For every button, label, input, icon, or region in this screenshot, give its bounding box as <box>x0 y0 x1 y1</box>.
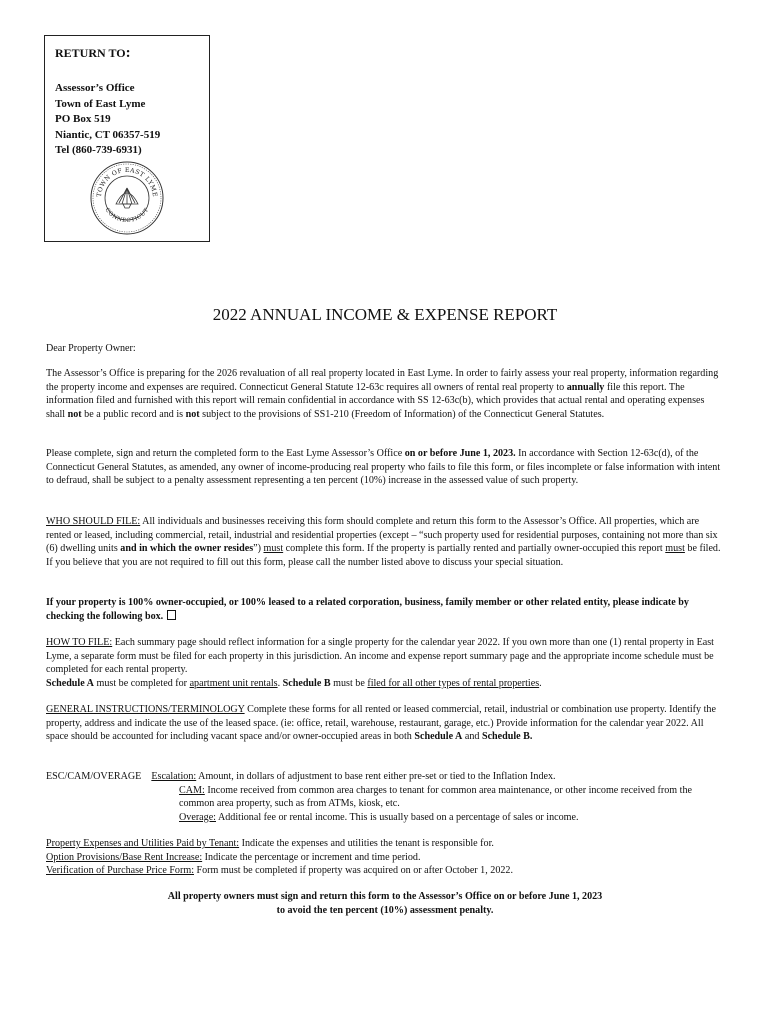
general-instructions-heading: GENERAL INSTRUCTIONS/TERMINOLOGY <box>46 704 245 715</box>
owner-occupied-checkbox[interactable] <box>167 610 176 620</box>
seal-bottom-text: CONNECTICUT <box>103 207 151 225</box>
who-should-file-heading: WHO SHOULD FILE: <box>46 516 141 527</box>
overage-label: Overage: <box>179 811 216 823</box>
how-to-file-paragraph: HOW TO FILE: Each summary page should reflect information for a single property for the calendar year 2022. If you own more than one (1) rental property in East Lyme, a separate form must be filed for each property in this jurisdiction. An income and expense report summary page and the appropriate income schedule must be completed for each rental property. Schedule A must be completed for apartment unit rentals. Schedule B must be filed for all other types of rental properties. <box>46 637 714 689</box>
salutation: Dear Property Owner: <box>46 343 136 354</box>
address-line: PO Box 519 <box>55 113 111 125</box>
deadline-paragraph: Please complete, sign and return the completed form to the East Lyme Assessor’s Office on or before June 1, 2023. In accordance with Section 12-63c(d), of the Connecticut General Statutes, as amended, any owner of income-producing real property who fails to file this form, or files incomplete or false information with intent to defraud, shall be subject to a penalty assessment representing a ten percent (10%) increase in the assessed value of such property. <box>46 448 721 487</box>
definition-row: Property Expenses and Utilities Paid by Tenant: Indicate the expenses and utilities the tenant is responsible for. <box>46 838 494 849</box>
return-address-box <box>44 35 210 242</box>
shell-emblem <box>116 188 138 208</box>
escalation-label: Escalation: <box>151 771 197 782</box>
return-to-label: RETURN TO: <box>55 45 131 61</box>
general-instructions-paragraph: GENERAL INSTRUCTIONS/TERMINOLOGY Complete these forms for all rented or leased commercial, retail, industrial or combination use property. Identify the property, address and indicate the use of the leased space. (ie: office, retail, warehouse, restaurant, garage, etc.) Provide information for the calendar year 2022. All space should be accounted for including vacant space and/or owner-occupied areas in both Schedule A and Schedule B. <box>46 704 716 743</box>
definition-row: Option Provisions/Base Rent Increase: Indicate the percentage or increment and time period. <box>46 851 421 863</box>
who-should-file-paragraph: WHO SHOULD FILE: All individuals and businesses receiving this form should complete and return this form to the Assessor’s Office. All properties, which are rented or leased, including commercial, retail, industrial and residential properties (except – “such property used for residential purposes, containing not more than six (6) dwelling units and in which the owner resides”) must complete this form. If the property is partially rented and partially owner-occupied this report must be filed. If you believe that you are not required to fill out this form, please call the number listed above to discuss your special situation. <box>46 516 721 568</box>
address-line: Assessor’s Office <box>55 82 135 94</box>
definitions-block <box>46 837 724 878</box>
terminology-block: ESC/CAM/OVERAGE Escalation: Amount, in dollars of adjustment to base rent either pre-set or tied to the Inflation Index. CAM: Income received from common area charges to tenant for common area maintenance, or other income received from the common area property, such as from ATMs, kiosk, etc. Overage: Additional fee or rental income. This is usually based on a percentage of sales or income. <box>46 771 692 823</box>
page-title: 2022 ANNUAL INCOME & EXPENSE REPORT <box>212 305 558 324</box>
phone-line: Tel (860-739-6931) <box>55 144 142 156</box>
intro-paragraph: The Assessor’s Office is preparing for the 2026 revaluation of all real property located in East Lyme. In order to fairly assess your real property, information regarding the property income and expenses are required. Connecticut General Statute 12-63c requires all owners of rental real property to annually file this report. The information filed and furnished with this report will remain confidential in accordance with SS 12-63c(b), which provides that actual rental and operating expenses shall not be a public record and is not subject to the provisions of SS1-210 (Freedom of Information) of the Connecticut General Statutes. <box>46 368 719 420</box>
seal-top-text: TOWN OF EAST LYME <box>95 166 159 198</box>
term-prefix: ESC/CAM/OVERAGE <box>46 771 142 782</box>
return-address <box>55 81 160 159</box>
address-line: Town of East Lyme <box>55 97 146 110</box>
footer-notice: All property owners must sign and return this form to the Assessor’s Office on or before June 1, 2023 to avoid the ten percent (10%) assessment penalty. <box>167 891 603 916</box>
how-to-file-heading: HOW TO FILE: <box>46 637 113 648</box>
definition-row: Verification of Purchase Price Form: Form must be completed if property was acquired on or after October 1, 2022. <box>46 865 513 877</box>
svg-text:CONNECTICUT <box>104 207 151 224</box>
address-line: Niantic, CT 06357-519 <box>55 128 161 141</box>
town-seal-icon <box>89 160 165 236</box>
owner-occupied-paragraph: If your property is 100% owner-occupied, or 100% leased to a related corporation, business, family member or other related entity, please indicate by checking the following box. <box>46 597 689 622</box>
cam-label: CAM: <box>179 784 205 796</box>
